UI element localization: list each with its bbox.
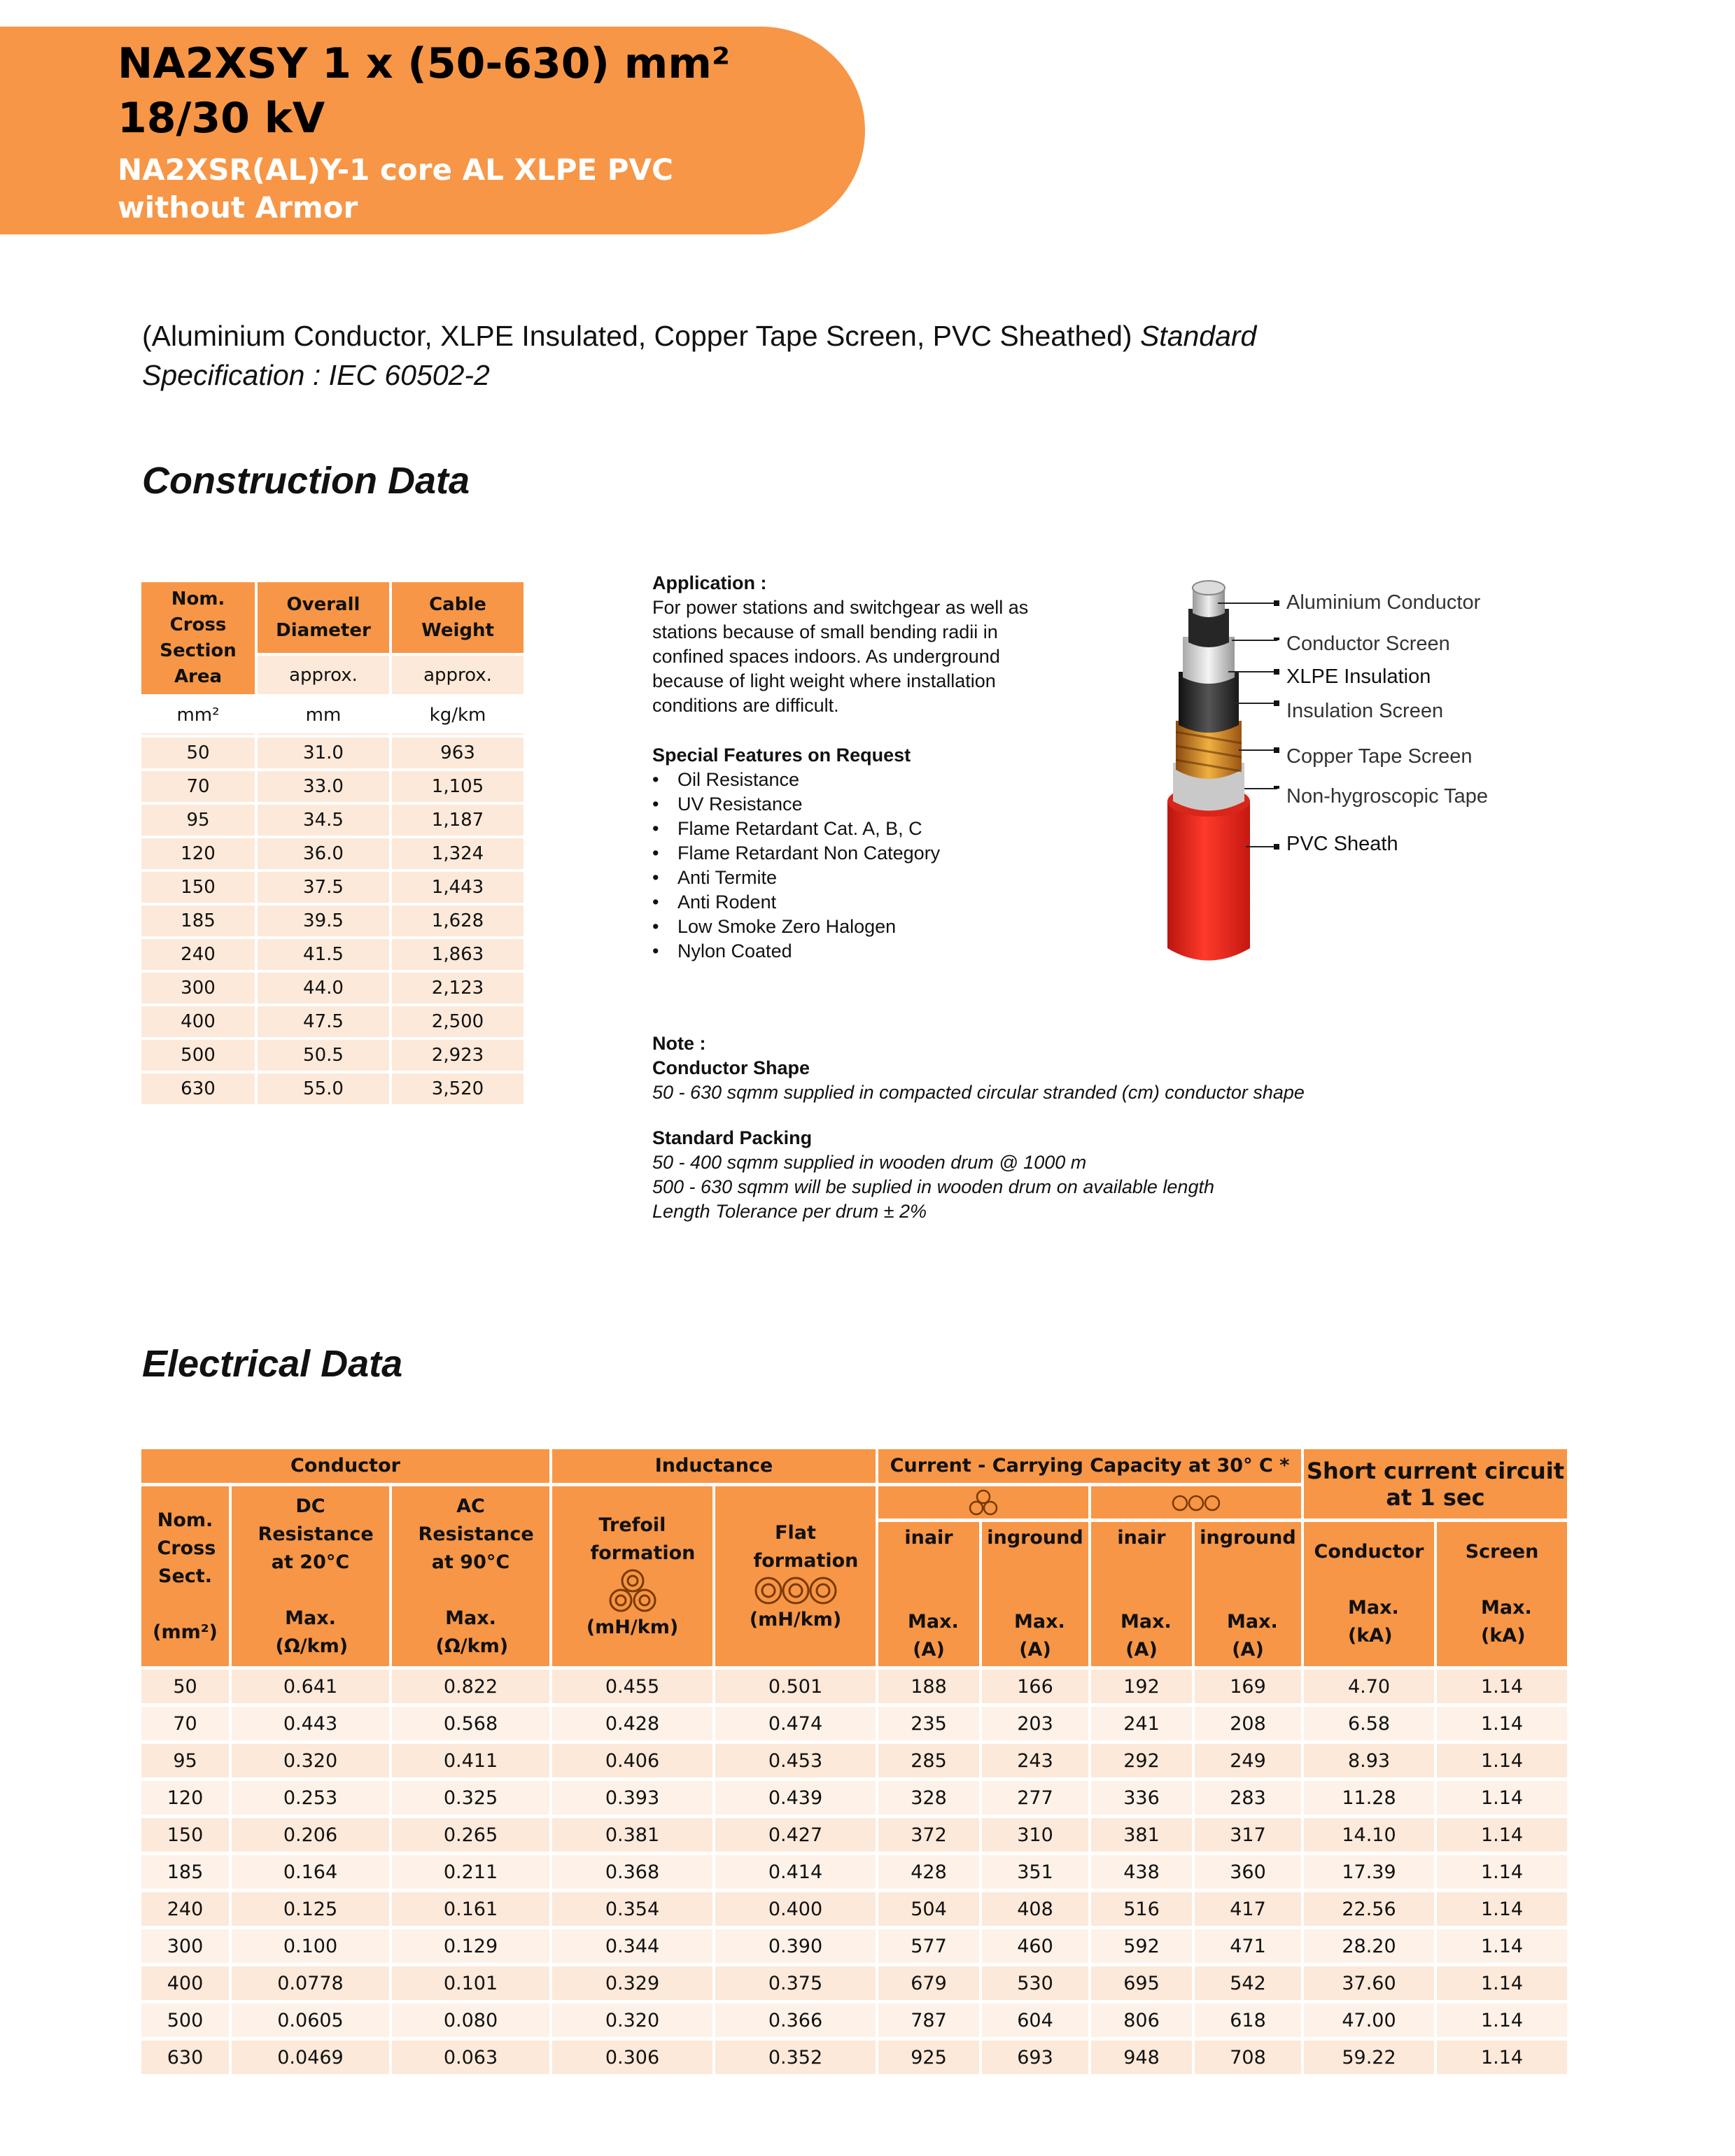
flat-inductance-cell: 0.390 [715,1929,876,1963]
layer-label-conductor-screen: Conductor Screen [1286,633,1450,655]
col-head-inground-flat-text: inground [1200,1527,1296,1549]
ac-resistance-cell: 0.161 [392,1892,549,1926]
unit-inair-flat: Max. (A) [1121,1611,1172,1661]
diameter-cell: 39.5 [258,906,389,936]
short-conductor-cell: 4.70 [1304,1670,1434,1703]
flat-inground-cell: 317 [1195,1818,1301,1852]
construction-row [141,1040,524,1071]
trefoil-inground-cell: 243 [982,1744,1088,1777]
trefoil-inductance-cell: 0.306 [552,2041,712,2074]
weight-cell: 2,500 [392,1006,524,1037]
cross-section-cell: 150 [141,872,255,903]
description-standard: Standard [1139,320,1257,352]
conductor-shape-text: 50 - 630 sqmm supplied in compacted circular stranded (cm) conductor shape [652,1082,1305,1103]
ac-resistance-cell: 0.129 [392,1929,549,1963]
cross-section-cell: 630 [141,1073,255,1104]
packing-line: 50 - 400 sqmm supplied in wooden drum @ 1000 m [652,1152,1087,1173]
dc-resistance-cell: 0.164 [232,1855,389,1889]
leader-markers [1274,600,1279,850]
dc-resistance-cell: 0.320 [232,1744,389,1777]
construction-row [141,805,524,836]
aluminium-conductor-top [1193,581,1225,595]
construction-row [141,1073,524,1104]
trefoil-inair-cell: 925 [878,2041,979,2074]
ac-resistance-cell: 0.063 [392,2041,549,2074]
flat-inground-cell: 249 [1195,1744,1301,1777]
note-block [652,1031,1702,1224]
unit-diameter: mm [258,697,389,735]
short-conductor-cell: 6.58 [1304,1707,1434,1740]
layer-label-insulation-screen: Insulation Screen [1286,700,1444,722]
flat-inductance-cell: 0.414 [715,1855,876,1889]
col-head-short-screen-text: Screen [1465,1541,1539,1563]
application-line: stations because of small bending radii in [652,621,998,642]
trefoil-inground-cell: 408 [982,1892,1088,1926]
short-screen-cell: 1.14 [1437,1929,1567,1963]
diameter-cell: 34.5 [258,805,389,836]
dc-resistance-cell: 0.125 [232,1892,389,1926]
flat-inair-cell: 592 [1091,1929,1192,1963]
col-head-inground-trefoil [982,1522,1088,1666]
electrical-row [141,1892,1567,1926]
flat-inductance-cell: 0.453 [715,1744,876,1777]
dc-resistance-cell: 0.0605 [232,2003,389,2037]
col-head-nom-text: Nom. Cross Sect. [157,1509,216,1587]
feature-item: • Low Smoke Zero Halogen [652,915,1086,939]
product-title: NA2XSY 1 x (50-630) mm² [118,39,731,88]
layer-label-xlpe-insulation: XLPE Insulation [1286,665,1431,688]
description-main: (Aluminium Conductor, XLPE Insulated, Copper Tape Screen, PVC Sheathed) [142,320,1132,352]
col-head-inair-trefoil [878,1522,979,1666]
diameter-cell: 37.5 [258,872,389,903]
short-conductor-cell: 11.28 [1304,1781,1434,1815]
pvc-sheath-shape [1167,801,1250,961]
electrical-row [141,1818,1567,1852]
diameter-cell: 55.0 [258,1073,389,1104]
short-conductor-cell: 22.56 [1304,1892,1434,1926]
flat-inair-cell: 292 [1091,1744,1192,1777]
trefoil-inair-cell: 188 [878,1670,979,1703]
short-screen-cell: 1.14 [1437,1670,1567,1703]
trefoil-inductance-cell: 0.406 [552,1744,712,1777]
diameter-cell: 47.5 [258,1006,389,1037]
group-short-circuit: Short current circuit at 1 sec [1304,1449,1567,1519]
weight-cell: 2,923 [392,1040,524,1071]
flat-inground-cell: 542 [1195,1966,1301,2000]
ac-resistance-cell: 0.568 [392,1707,549,1740]
feature-item: • Anti Termite [652,866,1086,890]
application-block [652,571,1086,964]
feature-item: • Flame Retardant Non Category [652,841,1086,866]
short-screen-cell: 1.14 [1437,1892,1567,1926]
flat-small-icon [1172,1494,1221,1512]
dc-resistance-cell: 0.206 [232,1818,389,1852]
flat-inductance-cell: 0.352 [715,2041,876,2074]
nom-cell: 400 [141,1966,229,2000]
nom-cell: 500 [141,2003,229,2037]
trefoil-inair-cell: 577 [878,1929,979,1963]
trefoil-inair-cell: 787 [878,2003,979,2037]
flat-inair-cell: 192 [1091,1670,1192,1703]
construction-row [141,838,524,869]
dc-resistance-cell: 0.100 [232,1929,389,1963]
trefoil-inground-cell: 203 [982,1707,1088,1740]
cross-section-cell: 50 [141,738,255,768]
trefoil-inground-cell: 277 [982,1781,1088,1815]
electrical-title: Electrical Data [142,1343,403,1385]
nom-cell: 630 [141,2041,229,2074]
short-conductor-cell: 47.00 [1304,2003,1434,2037]
trefoil-inground-cell: 460 [982,1929,1088,1963]
trefoil-icon [606,1567,659,1614]
product-description [142,316,1472,395]
construction-row [141,738,524,768]
weight-cell: 1,863 [392,939,524,970]
cross-section-cell: 400 [141,1006,255,1037]
short-conductor-cell: 37.60 [1304,1966,1434,2000]
col-head-trefoil [552,1486,712,1666]
electrical-row [141,2003,1567,2037]
application-title: Application : [652,572,767,593]
construction-row [141,771,524,802]
trefoil-inground-cell: 310 [982,1818,1088,1852]
feature-item: • Flame Retardant Cat. A, B, C [652,817,1086,841]
col-head-inair-flat-text: inair [1117,1527,1166,1549]
cross-section-cell: 120 [141,838,255,869]
flat-inair-cell: 695 [1091,1966,1192,2000]
col-head-trefoil-text: Trefoil formation [590,1514,696,1564]
unit-inair-trefoil: Max. (A) [908,1611,959,1661]
note-title: Note : [652,1033,706,1054]
trefoil-inair-cell: 504 [878,1892,979,1926]
trefoil-small-icon [969,1489,998,1516]
unit-area: mm² [141,697,255,735]
application-line: conditions are difficult. [652,695,839,716]
electrical-row [141,1855,1567,1889]
col-head-weight: Cable Weight [392,582,524,653]
unit-short-conductor: Max. (kA) [1348,1597,1399,1647]
unit-weight: kg/km [392,697,524,735]
construction-row [141,973,524,1003]
diameter-cell: 33.0 [258,771,389,802]
ac-resistance-cell: 0.411 [392,1744,549,1777]
col-head-short-conductor [1304,1522,1434,1666]
short-screen-cell: 1.14 [1437,2041,1567,2074]
flat-inair-cell: 806 [1091,2003,1192,2037]
ac-resistance-cell: 0.211 [392,1855,549,1889]
features-title: Special Features on Request [652,745,911,766]
flat-inductance-cell: 0.366 [715,2003,876,2037]
diameter-cell: 44.0 [258,973,389,1003]
trefoil-inductance-cell: 0.455 [552,1670,712,1703]
flat-inground-cell: 283 [1195,1781,1301,1815]
ac-resistance-cell: 0.822 [392,1670,549,1703]
group-conductor: Conductor [141,1449,549,1483]
trefoil-inductance-cell: 0.381 [552,1818,712,1852]
ac-resistance-cell: 0.265 [392,1818,549,1852]
nom-cell: 120 [141,1781,229,1815]
short-screen-cell: 1.14 [1437,1855,1567,1889]
feature-item: • Nylon Coated [652,939,1086,964]
features-list [652,768,1086,964]
construction-row [141,906,524,936]
nom-cell: 50 [141,1670,229,1703]
col-head-flat-text: Flat formation [753,1521,859,1572]
dc-resistance-cell: 0.443 [232,1707,389,1740]
short-screen-cell: 1.14 [1437,1818,1567,1852]
trefoil-inductance-cell: 0.344 [552,1929,712,1963]
col-head-inair-flat [1091,1522,1192,1666]
current-flat-head [1091,1486,1301,1519]
trefoil-inair-cell: 428 [878,1855,979,1889]
flat-formation-icon [754,1575,838,1606]
unit-short-screen: Max. (kA) [1481,1597,1532,1647]
construction-title: Construction Data [142,460,470,502]
weight-cell: 1,628 [392,906,524,936]
layer-label-pvc-sheath: PVC Sheath [1286,833,1398,855]
flat-inductance-cell: 0.427 [715,1818,876,1852]
cross-section-cell: 95 [141,805,255,836]
weight-cell: 2,123 [392,973,524,1003]
diameter-cell: 41.5 [258,939,389,970]
conductor-shape-title: Conductor Shape [652,1057,810,1078]
col-head-short-conductor-text: Conductor [1314,1541,1424,1563]
cross-section-cell: 500 [141,1040,255,1071]
application-line: For power stations and switchgear as well as [652,597,1029,618]
feature-item: • Oil Resistance [652,768,1086,792]
construction-row [141,1006,524,1037]
trefoil-inground-cell: 604 [982,2003,1088,2037]
electrical-row [141,1929,1567,1963]
layer-label-aluminium-conductor: Aluminium Conductor [1286,591,1481,614]
flat-inair-cell: 336 [1091,1781,1192,1815]
unit-ac: Max. (Ω/km) [435,1607,509,1657]
trefoil-inductance-cell: 0.354 [552,1892,712,1926]
short-screen-cell: 1.14 [1437,1966,1567,2000]
flat-inair-cell: 241 [1091,1707,1192,1740]
trefoil-inductance-cell: 0.393 [552,1781,712,1815]
standard-packing-title: Standard Packing [652,1127,813,1148]
current-trefoil-head [878,1486,1088,1519]
construction-row [141,872,524,903]
unit-inground-flat: Max. (A) [1227,1611,1278,1661]
short-screen-cell: 1.14 [1437,1781,1567,1815]
col-head-area: Nom. Cross Section Area [141,582,255,694]
short-screen-cell: 1.14 [1437,1744,1567,1777]
unit-inground-trefoil: Max. (A) [1014,1611,1065,1661]
col-head-inground-trefoil-text: inground [987,1527,1083,1549]
dc-resistance-cell: 0.641 [232,1670,389,1703]
col-head-short-screen [1437,1522,1567,1666]
flat-inductance-cell: 0.400 [715,1892,876,1926]
flat-inground-cell: 360 [1195,1855,1301,1889]
nom-cell: 150 [141,1818,229,1852]
product-armor: without Armor [118,190,358,225]
cross-section-cell: 185 [141,906,255,936]
product-type: NA2XSR(AL)Y-1 core AL XLPE PVC [118,153,673,187]
flat-inground-cell: 208 [1195,1707,1301,1740]
col-head-diameter: Overall Diameter [258,582,389,653]
flat-inductance-cell: 0.501 [715,1670,876,1703]
short-conductor-cell: 8.93 [1304,1744,1434,1777]
trefoil-inground-cell: 530 [982,1966,1088,2000]
flat-inair-cell: 381 [1091,1818,1192,1852]
col-head-flat [715,1486,876,1666]
unit-flat: (mH/km) [749,1608,842,1630]
construction-row [141,939,524,970]
construction-table [139,579,526,1107]
layer-label-copper-tape-screen: Copper Tape Screen [1286,745,1473,768]
qualifier-weight: approx. [392,656,524,694]
ac-resistance-cell: 0.325 [392,1781,549,1815]
electrical-row [141,1707,1567,1740]
trefoil-inair-cell: 328 [878,1781,979,1815]
trefoil-inductance-cell: 0.428 [552,1707,712,1740]
unit-trefoil: (mH/km) [586,1616,679,1638]
application-line: because of light weight where installation [652,670,996,691]
trefoil-inair-cell: 372 [878,1818,979,1852]
cross-section-cell: 300 [141,973,255,1003]
col-head-inground-flat [1195,1522,1301,1666]
cross-section-cell: 70 [141,771,255,802]
col-head-ac-text: AC Resistance at 90°C [418,1495,534,1573]
col-head-dc-text: DC Resistance at 20°C [258,1495,374,1573]
layer-label-non-hygroscopic-tape: Non-hygroscopic Tape [1286,785,1489,808]
flat-inground-cell: 471 [1195,1929,1301,1963]
ac-resistance-cell: 0.101 [392,1966,549,2000]
flat-inground-cell: 417 [1195,1892,1301,1926]
flat-inair-cell: 438 [1091,1855,1192,1889]
short-conductor-cell: 14.10 [1304,1818,1434,1852]
electrical-row [141,1670,1567,1703]
flat-inductance-cell: 0.375 [715,1966,876,2000]
col-head-dc [232,1486,389,1666]
nom-cell: 300 [141,1929,229,1963]
dc-resistance-cell: 0.253 [232,1781,389,1815]
col-head-nom [141,1486,229,1666]
trefoil-inductance-cell: 0.320 [552,2003,712,2037]
cross-section-cell: 240 [141,939,255,970]
trefoil-inground-cell: 166 [982,1670,1088,1703]
flat-inground-cell: 618 [1195,2003,1301,2037]
flat-inair-cell: 516 [1091,1892,1192,1926]
trefoil-inair-cell: 679 [878,1966,979,2000]
flat-inair-cell: 948 [1091,2041,1192,2074]
trefoil-inductance-cell: 0.368 [552,1855,712,1889]
ac-resistance-cell: 0.080 [392,2003,549,2037]
description-specification: Specification : IEC 60502-2 [142,359,490,391]
trefoil-inair-cell: 235 [878,1707,979,1740]
col-head-inair-trefoil-text: inair [904,1527,953,1549]
dc-resistance-cell: 0.0469 [232,2041,389,2074]
group-inductance: Inductance [552,1449,876,1483]
nom-cell: 70 [141,1707,229,1740]
flat-inductance-cell: 0.474 [715,1707,876,1740]
flat-inground-cell: 169 [1195,1670,1301,1703]
trefoil-inground-cell: 693 [982,2041,1088,2074]
trefoil-inground-cell: 351 [982,1855,1088,1889]
weight-cell: 3,520 [392,1073,524,1104]
electrical-row [141,1744,1567,1777]
product-voltage: 18/30 kV [118,94,325,143]
diameter-cell: 50.5 [258,1040,389,1071]
nom-cell: 185 [141,1855,229,1889]
group-current-capacity: Current - Carrying Capacity at 30° C * [878,1449,1301,1483]
col-head-ac [392,1486,549,1666]
weight-cell: 1,443 [392,872,524,903]
application-line: confined spaces indoors. As underground [652,646,1000,667]
flat-inground-cell: 708 [1195,2041,1301,2074]
diameter-cell: 31.0 [258,738,389,768]
packing-line: Length Tolerance per drum ± 2% [652,1201,927,1222]
weight-cell: 1,187 [392,805,524,836]
trefoil-inductance-cell: 0.329 [552,1966,712,2000]
electrical-row [141,1966,1567,2000]
weight-cell: 1,324 [392,838,524,869]
packing-line: 500 - 630 sqmm will be suplied in wooden drum on available length [652,1176,1214,1197]
flat-inductance-cell: 0.439 [715,1781,876,1815]
unit-dc: Max. (Ω/km) [275,1607,349,1657]
electrical-table [139,1446,1570,2078]
short-conductor-cell: 59.22 [1304,2041,1434,2074]
dc-resistance-cell: 0.0778 [232,1966,389,2000]
nom-cell: 240 [141,1892,229,1926]
feature-item: • Anti Rodent [652,890,1086,915]
short-screen-cell: 1.14 [1437,1707,1567,1740]
weight-cell: 1,105 [392,771,524,802]
electrical-row [141,1781,1567,1815]
nom-cell: 95 [141,1744,229,1777]
unit-nom: (mm²) [153,1621,218,1643]
trefoil-inair-cell: 285 [878,1744,979,1777]
feature-item: • UV Resistance [652,792,1086,817]
qualifier-diameter: approx. [258,656,389,694]
electrical-row [141,2041,1567,2074]
short-conductor-cell: 17.39 [1304,1855,1434,1889]
short-screen-cell: 1.14 [1437,2003,1567,2037]
weight-cell: 963 [392,738,524,768]
short-conductor-cell: 28.20 [1304,1929,1434,1963]
diameter-cell: 36.0 [258,838,389,869]
